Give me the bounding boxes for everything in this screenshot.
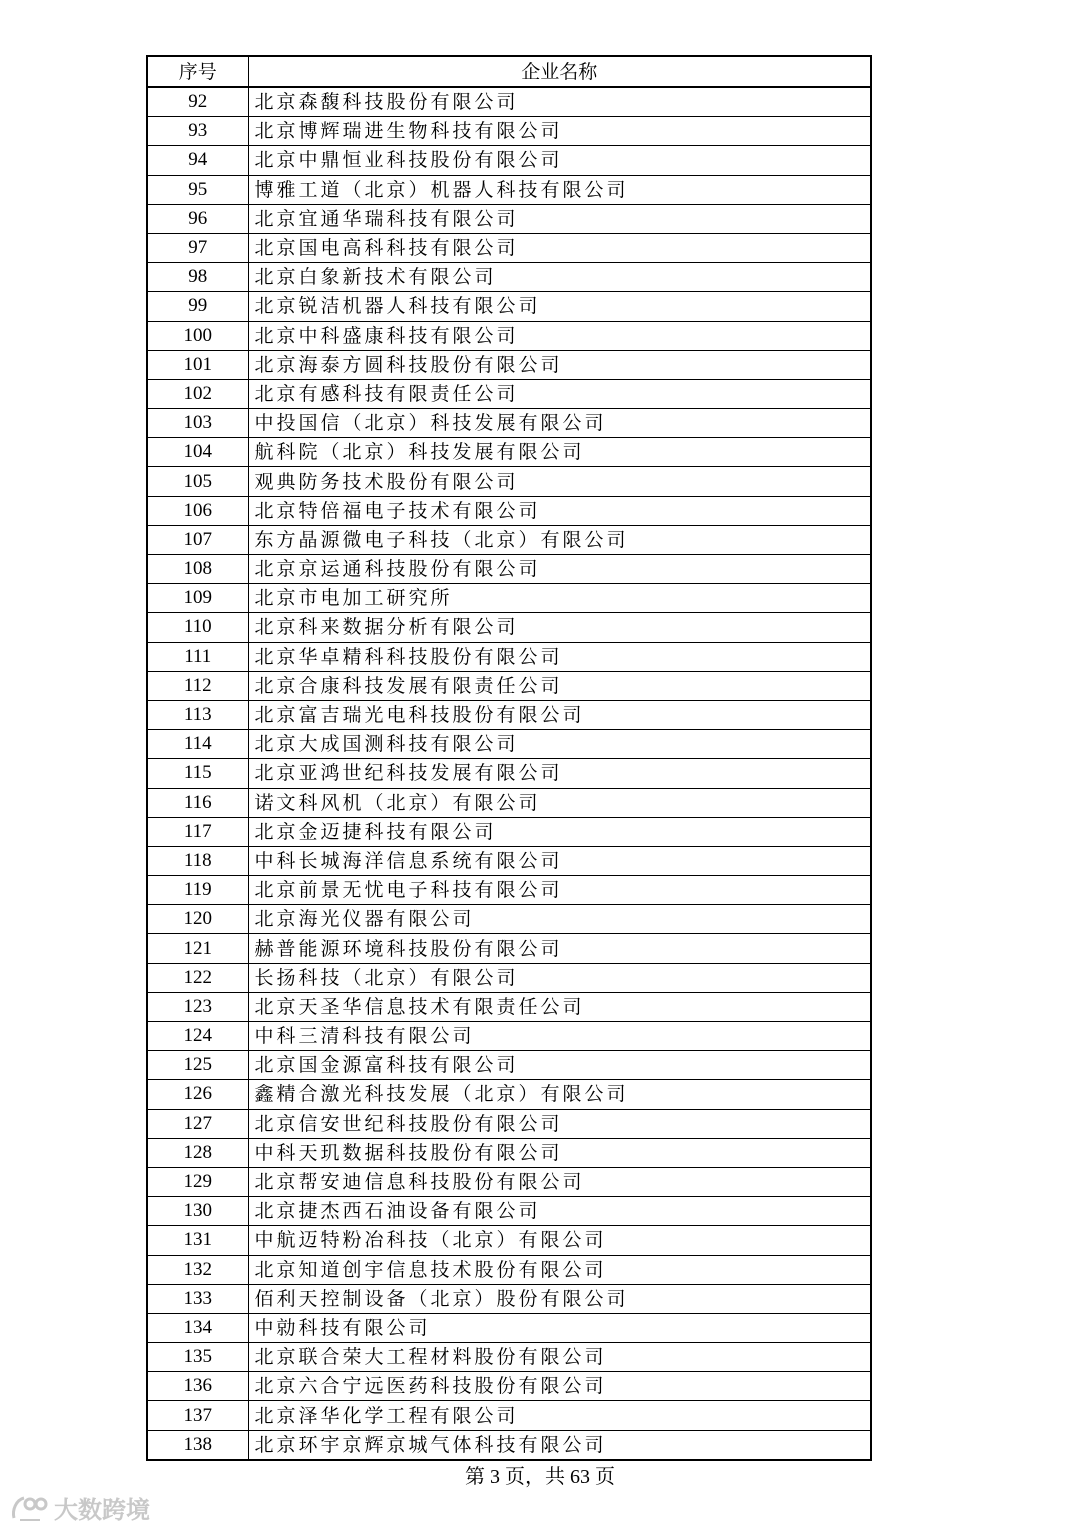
company-name-cell: 北京博辉瑞进生物科技有限公司	[248, 117, 871, 146]
table-row	[147, 117, 871, 146]
table-row	[147, 204, 871, 233]
serial-number-cell: 92	[147, 87, 248, 117]
table-row	[147, 467, 871, 496]
company-name-cell: 北京特倍福电子技术有限公司	[248, 496, 871, 525]
company-name-cell: 航科院（北京）科技发展有限公司	[248, 438, 871, 467]
table-row	[147, 555, 871, 584]
serial-number-cell: 133	[147, 1284, 248, 1313]
company-name-cell: 赫普能源环境科技股份有限公司	[248, 934, 871, 963]
company-name-cell: 北京白象新技术有限公司	[248, 263, 871, 292]
serial-number-cell: 124	[147, 1022, 248, 1051]
company-name-cell: 北京环宇京辉京城气体科技有限公司	[248, 1430, 871, 1460]
serial-number-cell: 115	[147, 759, 248, 788]
company-name-cell: 北京有感科技有限责任公司	[248, 379, 871, 408]
serial-number-cell: 103	[147, 409, 248, 438]
serial-number-cell: 113	[147, 700, 248, 729]
table-body	[147, 87, 871, 1460]
company-name-cell: 中航迈特粉冶科技（北京）有限公司	[248, 1226, 871, 1255]
company-name-cell: 北京京运通科技股份有限公司	[248, 555, 871, 584]
serial-number-cell: 138	[147, 1430, 248, 1460]
company-name-cell: 北京亚鸿世纪科技发展有限公司	[248, 759, 871, 788]
serial-number-cell: 116	[147, 788, 248, 817]
serial-number-cell: 100	[147, 321, 248, 350]
serial-number-cell: 105	[147, 467, 248, 496]
company-name-cell: 北京森馥科技股份有限公司	[248, 87, 871, 117]
logo-icon	[10, 1492, 50, 1524]
company-name-cell: 北京国金源富科技有限公司	[248, 1051, 871, 1080]
serial-number-cell: 114	[147, 730, 248, 759]
table-row	[147, 963, 871, 992]
company-name-cell: 北京信安世纪科技股份有限公司	[248, 1109, 871, 1138]
serial-number-cell: 122	[147, 963, 248, 992]
company-name-cell: 博雅工道（北京）机器人科技有限公司	[248, 175, 871, 204]
company-name-cell: 北京泽华化学工程有限公司	[248, 1401, 871, 1430]
table-row	[147, 1255, 871, 1284]
company-name-cell: 北京宜通华瑞科技有限公司	[248, 204, 871, 233]
serial-number-cell: 120	[147, 905, 248, 934]
company-name-cell: 北京金迈捷科技有限公司	[248, 817, 871, 846]
serial-number-cell: 118	[147, 846, 248, 875]
company-name-cell: 北京市电加工研究所	[248, 584, 871, 613]
company-name-cell: 北京六合宁远医药科技股份有限公司	[248, 1372, 871, 1401]
table-row	[147, 379, 871, 408]
watermark	[10, 1490, 150, 1525]
company-name-cell: 中科长城海洋信息系统有限公司	[248, 846, 871, 875]
company-name-cell: 东方晶源微电子科技（北京）有限公司	[248, 525, 871, 554]
table-row	[147, 1430, 871, 1460]
company-name-cell: 鑫精合激光科技发展（北京）有限公司	[248, 1080, 871, 1109]
serial-number-cell: 102	[147, 379, 248, 408]
table-row	[147, 876, 871, 905]
table-row	[147, 788, 871, 817]
serial-number-cell: 134	[147, 1313, 248, 1342]
header-company-name: 企业名称	[248, 56, 871, 87]
company-name-cell: 北京锐洁机器人科技有限公司	[248, 292, 871, 321]
table-row	[147, 730, 871, 759]
table-row	[147, 1401, 871, 1430]
serial-number-cell: 137	[147, 1401, 248, 1430]
table-row	[147, 817, 871, 846]
company-table	[146, 55, 872, 1461]
company-name-cell: 北京海泰方圆科技股份有限公司	[248, 350, 871, 379]
serial-number-cell: 126	[147, 1080, 248, 1109]
table-row	[147, 846, 871, 875]
serial-number-cell: 130	[147, 1197, 248, 1226]
table-row	[147, 350, 871, 379]
serial-number-cell: 111	[147, 642, 248, 671]
table-row	[147, 146, 871, 175]
serial-number-cell: 94	[147, 146, 248, 175]
serial-number-cell: 121	[147, 934, 248, 963]
table-row	[147, 584, 871, 613]
table-header	[147, 56, 871, 87]
serial-number-cell: 117	[147, 817, 248, 846]
company-name-cell: 北京富吉瑞光电科技股份有限公司	[248, 700, 871, 729]
company-name-cell: 中科天玑数据科技股份有限公司	[248, 1138, 871, 1167]
serial-number-cell: 136	[147, 1372, 248, 1401]
serial-number-cell: 112	[147, 671, 248, 700]
serial-number-cell: 129	[147, 1167, 248, 1196]
serial-number-cell: 119	[147, 876, 248, 905]
table-row	[147, 1138, 871, 1167]
table-row	[147, 496, 871, 525]
serial-number-cell: 99	[147, 292, 248, 321]
company-name-cell: 北京国电高科科技有限公司	[248, 233, 871, 262]
serial-number-cell: 109	[147, 584, 248, 613]
serial-number-cell: 93	[147, 117, 248, 146]
company-name-cell: 中投国信（北京）科技发展有限公司	[248, 409, 871, 438]
table-row	[147, 175, 871, 204]
company-name-cell: 北京合康科技发展有限责任公司	[248, 671, 871, 700]
serial-number-cell: 107	[147, 525, 248, 554]
serial-number-cell: 104	[147, 438, 248, 467]
company-name-cell: 长扬科技（北京）有限公司	[248, 963, 871, 992]
table-row	[147, 1022, 871, 1051]
company-name-cell: 北京大成国测科技有限公司	[248, 730, 871, 759]
table-row	[147, 525, 871, 554]
company-name-cell: 北京海光仪器有限公司	[248, 905, 871, 934]
serial-number-cell: 123	[147, 992, 248, 1021]
table-row	[147, 1167, 871, 1196]
table-row	[147, 438, 871, 467]
table-row	[147, 233, 871, 262]
serial-number-cell: 108	[147, 555, 248, 584]
company-name-cell: 北京华卓精科科技股份有限公司	[248, 642, 871, 671]
serial-number-cell: 127	[147, 1109, 248, 1138]
table-row	[147, 934, 871, 963]
serial-number-cell: 106	[147, 496, 248, 525]
table-row	[147, 992, 871, 1021]
serial-number-cell: 125	[147, 1051, 248, 1080]
company-name-cell: 中勍科技有限公司	[248, 1313, 871, 1342]
table-row	[147, 905, 871, 934]
table-row	[147, 1313, 871, 1342]
header-row	[147, 56, 871, 87]
company-name-cell: 北京科来数据分析有限公司	[248, 613, 871, 642]
serial-number-cell: 131	[147, 1226, 248, 1255]
company-name-cell: 诺文科风机（北京）有限公司	[248, 788, 871, 817]
serial-number-cell: 128	[147, 1138, 248, 1167]
table-row	[147, 671, 871, 700]
header-serial-number: 序号	[147, 56, 248, 87]
serial-number-cell: 98	[147, 263, 248, 292]
company-name-cell: 北京捷杰西石油设备有限公司	[248, 1197, 871, 1226]
company-name-cell: 中科三清科技有限公司	[248, 1022, 871, 1051]
table-row	[147, 1343, 871, 1372]
company-name-cell: 北京帮安迪信息科技股份有限公司	[248, 1167, 871, 1196]
serial-number-cell: 96	[147, 204, 248, 233]
table-row	[147, 642, 871, 671]
serial-number-cell: 97	[147, 233, 248, 262]
table-row	[147, 263, 871, 292]
company-name-cell: 北京中科盛康科技有限公司	[248, 321, 871, 350]
company-name-cell: 北京中鼎恒业科技股份有限公司	[248, 146, 871, 175]
table-row	[147, 409, 871, 438]
company-name-cell: 北京知道创宇信息技术股份有限公司	[248, 1255, 871, 1284]
table-row	[147, 613, 871, 642]
table-row	[147, 1197, 871, 1226]
page-footer: 第 3 页，共 63 页	[465, 1466, 615, 1488]
company-name-cell: 观典防务技术股份有限公司	[248, 467, 871, 496]
table-row	[147, 292, 871, 321]
table-row	[147, 1051, 871, 1080]
watermark-text: 大数跨境	[54, 1496, 150, 1524]
company-name-cell: 佰利天控制设备（北京）股份有限公司	[248, 1284, 871, 1313]
serial-number-cell: 110	[147, 613, 248, 642]
table-row	[147, 1284, 871, 1313]
table-row	[147, 759, 871, 788]
company-name-cell: 北京天圣华信息技术有限责任公司	[248, 992, 871, 1021]
table-row	[147, 1372, 871, 1401]
table-row	[147, 321, 871, 350]
table-row	[147, 1226, 871, 1255]
table-row	[147, 87, 871, 117]
table-row	[147, 1080, 871, 1109]
serial-number-cell: 135	[147, 1343, 248, 1372]
serial-number-cell: 95	[147, 175, 248, 204]
table-row	[147, 700, 871, 729]
company-name-cell: 北京前景无忧电子科技有限公司	[248, 876, 871, 905]
serial-number-cell: 101	[147, 350, 248, 379]
company-name-cell: 北京联合荣大工程材料股份有限公司	[248, 1343, 871, 1372]
serial-number-cell: 132	[147, 1255, 248, 1284]
table-row	[147, 1109, 871, 1138]
